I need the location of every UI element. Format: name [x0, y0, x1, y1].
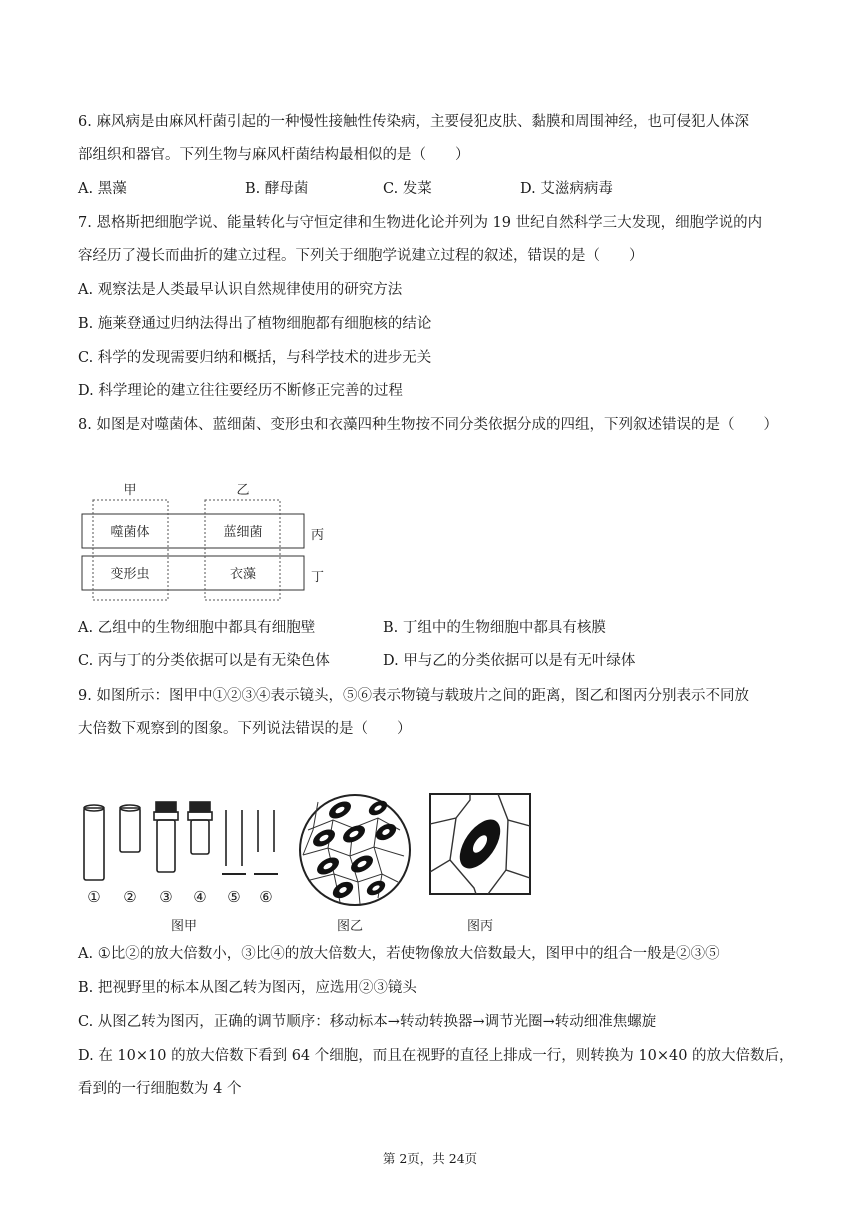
lens-1-icon: [84, 805, 104, 880]
lens-3-icon: [154, 802, 178, 872]
caption-bing: 图丙: [466, 919, 494, 934]
q8-option-d: D. 甲与乙的分类依据可以是有无叶绿体: [383, 653, 636, 669]
caption-jia: 图甲: [170, 919, 198, 934]
col-jia-box: [93, 500, 168, 600]
q6-stem-line2: 部组织和器官。下列生物与麻风杆菌结构最相似的是（ ）: [78, 147, 470, 163]
cell-amoeba: 变形虫: [110, 567, 150, 582]
q6-option-a: A. 黑藻: [78, 181, 127, 197]
distance-5-icon: [222, 810, 246, 874]
q8-option-b: B. 丁组中的生物细胞中都具有核膜: [383, 620, 606, 636]
col-yi-label: 乙: [236, 483, 250, 498]
q9-stem-line1: 9. 如图所示：图甲中①②③④表示镜头，⑤⑥表示物镜与载玻片之间的距离，图乙和图丙分别表示不同放: [78, 688, 749, 704]
figure-bing: [430, 794, 530, 894]
q7-option-b: B. 施莱登通过归纳法得出了植物细胞都有细胞核的结论: [78, 316, 432, 332]
q9-option-d-line2: 看到的一行细胞数为 4 个: [78, 1081, 242, 1097]
label-2: ②: [123, 888, 137, 906]
q9-stem-line2: 大倍数下观察到的图象。下列说法错误的是（ ）: [78, 721, 412, 737]
q7-stem-line2: 容经历了漫长而曲折的建立过程。下列关于细胞学说建立过程的叙述，错误的是（ ）: [78, 248, 644, 264]
label-1: ①: [87, 888, 101, 906]
q9-option-c: C. 从图乙转为图丙，正确的调节顺序：移动标本→转动转换器→调节光圈→转动细准焦螺旋: [78, 1014, 657, 1030]
label-5: ⑤: [227, 888, 241, 906]
classification-diagram: [78, 478, 338, 608]
q8-option-a: A. 乙组中的生物细胞中都具有细胞壁: [78, 620, 316, 636]
distance-6-icon: [254, 810, 278, 874]
q9-option-d-line1: D. 在 10×10 的放大倍数下看到 64 个细胞，而且在视野的直径上排成一行，则转换为 10×40 的放大倍数后，: [78, 1048, 794, 1064]
row-ding-label: 丁: [311, 570, 325, 585]
caption-yi: 图乙: [336, 919, 364, 934]
page-footer: 第 2页，共 24页: [382, 1151, 478, 1166]
col-jia-label: 甲: [123, 483, 137, 498]
lens-2-icon: [120, 805, 140, 852]
label-6: ⑥: [259, 888, 273, 906]
q8-option-c: C. 丙与丁的分类依据可以是有无染色体: [78, 653, 330, 669]
q6-stem-line1: 6. 麻风病是由麻风杆菌引起的一种慢性接触性传染病，主要侵犯皮肤、黏膜和周围神经，也可侵犯人体深: [78, 114, 749, 130]
lens-4-icon: [188, 802, 212, 854]
row-bing-label: 丙: [311, 528, 325, 543]
q6-option-c: C. 发菜: [383, 181, 432, 197]
q6-option-b: B. 酵母菌: [245, 181, 309, 197]
microscope-figure: [78, 790, 538, 940]
label-4: ④: [193, 888, 207, 906]
cell-chlamydomonas: 衣藻: [229, 567, 257, 582]
q6-option-d: D. 艾滋病病毒: [520, 181, 613, 197]
q8-stem: 8. 如图是对噬菌体、蓝细菌、变形虫和衣藻四种生物按不同分类依据分成的四组，下列叙述错误的是（ ）: [78, 417, 778, 433]
col-yi-box: [205, 500, 280, 600]
q9-option-a: A. ①比②的放大倍数小，③比④的放大倍数大，若使物像放大倍数最大，图甲中的组合一般是②③⑤: [78, 946, 720, 962]
q7-option-a: A. 观察法是人类最早认识自然规律使用的研究方法: [78, 282, 403, 298]
label-3: ③: [159, 888, 173, 906]
figure-jia: [84, 802, 278, 880]
q7-stem-line1: 7. 恩格斯把细胞学说、能量转化与守恒定律和生物进化论并列为 19 世纪自然科学三大发现，细胞学说的内: [78, 215, 763, 231]
q9-option-b: B. 把视野里的标本从图乙转为图丙，应选用②③镜头: [78, 980, 417, 996]
cell-phage: 噬菌体: [110, 525, 150, 540]
q7-option-c: C. 科学的发现需要归纳和概括，与科学技术的进步无关: [78, 350, 432, 366]
cell-cyanobacteria: 蓝细菌: [223, 525, 263, 540]
figure-yi: [300, 795, 410, 905]
q7-option-d: D. 科学理论的建立往往要经历不断修正完善的过程: [78, 383, 403, 399]
